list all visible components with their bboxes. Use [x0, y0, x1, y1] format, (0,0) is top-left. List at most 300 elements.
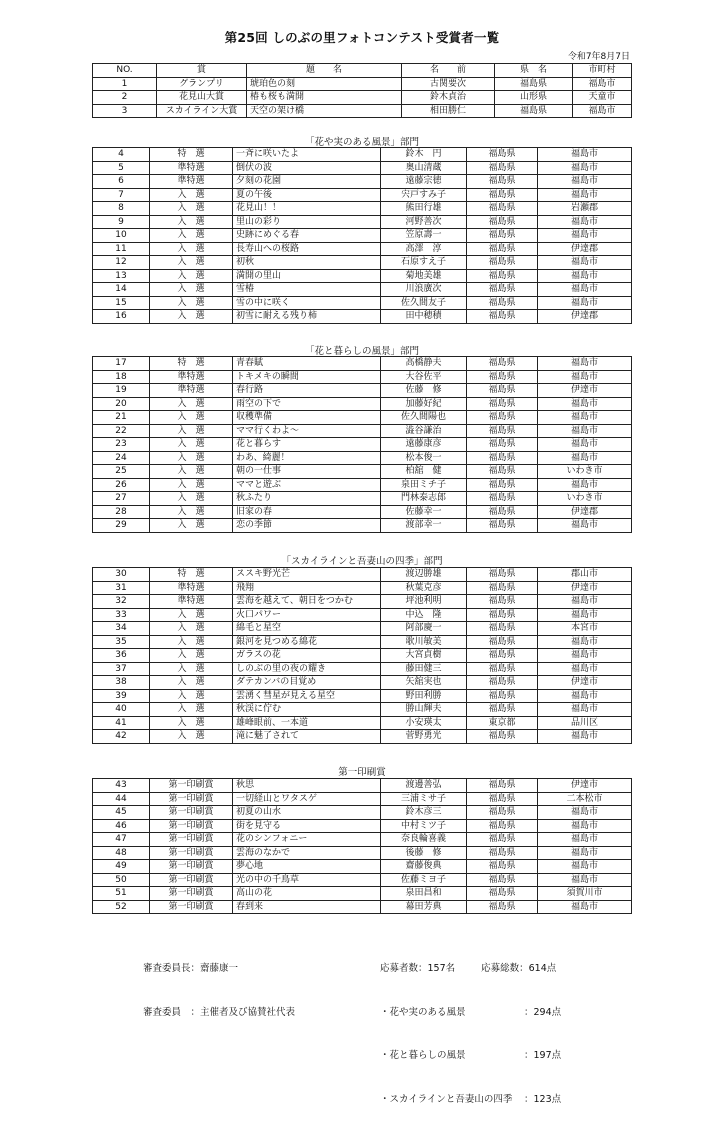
- cell-prize: 入 選: [150, 296, 233, 310]
- table-row: [93, 202, 632, 216]
- cell-title: 秋思: [233, 779, 381, 793]
- cell-pref: 福島県: [467, 438, 538, 452]
- table-row: [93, 384, 632, 398]
- cell-title: ガラスの花: [233, 649, 381, 663]
- cell-prize: 準特選: [150, 161, 233, 175]
- cell-city: 福島市: [538, 283, 632, 297]
- cell-title: ママと遊ぶ: [233, 478, 381, 492]
- table-row: [93, 519, 632, 533]
- cell-no: 36: [93, 649, 150, 663]
- cell-pref: 福島県: [467, 370, 538, 384]
- section-title-flowers-fruits: 「花や実のある風景」部門: [304, 137, 419, 148]
- cell-city: いわき市: [538, 465, 632, 479]
- cell-city: 福島市: [538, 269, 632, 283]
- cell-title: トキメキの瞬間: [233, 370, 381, 384]
- breakdown-count: ：294点: [524, 1006, 562, 1018]
- cell-pref: 福島県: [467, 478, 538, 492]
- cell-pref: 福島県: [467, 689, 538, 703]
- cell-prize: 入 選: [150, 215, 233, 229]
- cell-name: 笠原壽一: [381, 229, 467, 243]
- footer-judges: [143, 933, 295, 1035]
- table-row: [93, 806, 632, 820]
- cell-no: 47: [93, 833, 150, 847]
- cell-pref: 福島県: [467, 256, 538, 270]
- cell-city: 福島市: [538, 608, 632, 622]
- cell-city: 福島市: [538, 175, 632, 189]
- cell-city: 福島市: [538, 860, 632, 874]
- cell-prize: グランプリ: [157, 77, 247, 91]
- cell-title: 初秋: [233, 256, 381, 270]
- cell-prize: 入 選: [150, 283, 233, 297]
- table-row: [93, 269, 632, 283]
- cell-prize: 入 選: [150, 438, 233, 452]
- cell-name: 野田利勝: [381, 689, 467, 703]
- breakdown-label: ・花と暮らしの風景: [380, 1050, 466, 1061]
- table-row: [93, 492, 632, 506]
- table-row: [93, 438, 632, 452]
- cell-name: 中込 隆: [381, 608, 467, 622]
- cell-no: 3: [93, 104, 157, 118]
- cell-prize: 入 選: [150, 519, 233, 533]
- table-row: [93, 662, 632, 676]
- cell-prize: 入 選: [150, 505, 233, 519]
- cell-city: 福島市: [573, 104, 632, 118]
- header-no: NO.: [93, 64, 157, 78]
- cell-title: 高山の花: [233, 887, 381, 901]
- cell-name: 齋藤俊典: [381, 860, 467, 874]
- cell-title: 雨空の下で: [233, 397, 381, 411]
- cell-title: 夢心地: [233, 860, 381, 874]
- cell-title: 春到来: [233, 900, 381, 914]
- cell-title: 花のシンフォニー: [233, 833, 381, 847]
- cell-pref: 東京都: [467, 716, 538, 730]
- cell-city: 福島市: [538, 215, 632, 229]
- cell-title: 一切経山とワタスゲ: [233, 792, 381, 806]
- cell-prize: 第一印刷賞: [150, 792, 233, 806]
- cell-no: 12: [93, 256, 150, 270]
- table-row: [93, 716, 632, 730]
- cell-city: 福島市: [538, 833, 632, 847]
- header-city: 市町村: [573, 64, 632, 78]
- cell-no: 18: [93, 370, 150, 384]
- cell-title: しのぶの里の夜の耀き: [233, 662, 381, 676]
- table-row: [93, 229, 632, 243]
- cell-prize: 入 選: [150, 635, 233, 649]
- cell-no: 5: [93, 161, 150, 175]
- cell-prize: 入 選: [150, 492, 233, 506]
- cell-no: 34: [93, 622, 150, 636]
- cell-prize: 入 選: [150, 397, 233, 411]
- cell-city: 福島市: [538, 438, 632, 452]
- cell-city: 福島市: [538, 296, 632, 310]
- table-row: [93, 595, 632, 609]
- cell-pref: 福島県: [495, 104, 573, 118]
- cell-name: 奥山清蔵: [381, 161, 467, 175]
- cell-pref: 福島県: [467, 397, 538, 411]
- cell-city: 福島市: [538, 148, 632, 162]
- cell-prize: 入 選: [150, 689, 233, 703]
- cell-pref: 福島県: [467, 296, 538, 310]
- cell-name: 泉田昌和: [381, 887, 467, 901]
- cell-title: 青春賦: [233, 357, 381, 371]
- cell-city: 岩瀬郡: [538, 202, 632, 216]
- cell-pref: 福島県: [467, 676, 538, 690]
- cell-pref: 福島県: [467, 568, 538, 582]
- cell-title: 春行路: [233, 384, 381, 398]
- cell-title: 初夏の山水: [233, 806, 381, 820]
- cell-no: 46: [93, 819, 150, 833]
- cell-title: 朝の一仕事: [233, 465, 381, 479]
- cell-city: 福島市: [538, 478, 632, 492]
- cell-title: 夕刻の花園: [233, 175, 381, 189]
- cell-title: 雲湧く彗星が見える星空: [233, 689, 381, 703]
- cell-prize: 入 選: [150, 202, 233, 216]
- applicant-count: 応募者数：157名: [380, 963, 456, 974]
- cell-prize: 入 選: [150, 716, 233, 730]
- cell-pref: 福島県: [467, 492, 538, 506]
- cell-pref: 福島県: [467, 269, 538, 283]
- cell-city: 福島市: [538, 357, 632, 371]
- cell-no: 20: [93, 397, 150, 411]
- table-row: [93, 397, 632, 411]
- cell-city: 福島市: [538, 649, 632, 663]
- header-pref: 県 名: [495, 64, 573, 78]
- cell-no: 11: [93, 242, 150, 256]
- cell-name: 門林泰志郎: [381, 492, 467, 506]
- cell-name: 勝山輝夫: [381, 703, 467, 717]
- cell-name: 三浦ミサ子: [381, 792, 467, 806]
- cell-no: 45: [93, 806, 150, 820]
- cell-name: 石原すえ子: [381, 256, 467, 270]
- cell-title: 飛翔: [233, 581, 381, 595]
- cell-no: 48: [93, 846, 150, 860]
- section-table-flowers-life: [92, 356, 632, 533]
- cell-pref: 福島県: [467, 887, 538, 901]
- cell-pref: 福島県: [467, 846, 538, 860]
- table-row: [93, 819, 632, 833]
- cell-city: 福島市: [538, 806, 632, 820]
- cell-city: 福島市: [538, 229, 632, 243]
- cell-name: 古関要次: [402, 77, 495, 91]
- cell-no: 43: [93, 779, 150, 793]
- cell-name: 遠藤宗徳: [381, 175, 467, 189]
- cell-title: 長寿山への桜路: [233, 242, 381, 256]
- table-row: [93, 581, 632, 595]
- cell-pref: 福島県: [467, 622, 538, 636]
- cell-pref: 福島県: [467, 505, 538, 519]
- cell-pref: 福島県: [467, 202, 538, 216]
- table-row: [93, 792, 632, 806]
- cell-title: 恋の季節: [233, 519, 381, 533]
- cell-name: 中村ミツ子: [381, 819, 467, 833]
- cell-no: 26: [93, 478, 150, 492]
- section-table-daiichi-prize: [92, 778, 632, 914]
- table-row: [93, 505, 632, 519]
- cell-city: 福島市: [538, 819, 632, 833]
- cell-name: 鈴木彦三: [381, 806, 467, 820]
- cell-no: 13: [93, 269, 150, 283]
- cell-name: 田中穂積: [381, 310, 467, 324]
- cell-prize: 特 選: [150, 357, 233, 371]
- cell-title: 火口パワー: [233, 608, 381, 622]
- header-prize: 賞: [157, 64, 247, 78]
- cell-pref: 福島県: [467, 635, 538, 649]
- table-row: [93, 451, 632, 465]
- issue-date: 令和7年8月7日: [567, 52, 630, 62]
- cell-name: 松本俊一: [381, 451, 467, 465]
- cell-no: 44: [93, 792, 150, 806]
- cell-prize: 準特選: [150, 384, 233, 398]
- cell-name: 大宮貞樹: [381, 649, 467, 663]
- table-row: [93, 465, 632, 479]
- table-row: [93, 215, 632, 229]
- cell-prize: 第一印刷賞: [150, 860, 233, 874]
- cell-no: 10: [93, 229, 150, 243]
- table-row: [93, 161, 632, 175]
- table-row: [93, 873, 632, 887]
- cell-title: 椿も桜も満開: [247, 91, 402, 105]
- cell-name: 佐藤ミヨ子: [381, 873, 467, 887]
- cell-pref: 福島県: [467, 608, 538, 622]
- cell-title: 琥珀色の刻: [247, 77, 402, 91]
- cell-prize: 入 選: [150, 451, 233, 465]
- table-row: [93, 310, 632, 324]
- cell-pref: 福島県: [467, 411, 538, 425]
- cell-name: 相田勝仁: [402, 104, 495, 118]
- table-row: [93, 91, 632, 105]
- cell-pref: 福島県: [467, 581, 538, 595]
- cell-pref: 福島県: [467, 806, 538, 820]
- cell-prize: 入 選: [150, 256, 233, 270]
- cell-prize: 第一印刷賞: [150, 806, 233, 820]
- cell-prize: 入 選: [150, 310, 233, 324]
- cell-pref: 山形県: [495, 91, 573, 105]
- table-row: [93, 478, 632, 492]
- cell-pref: 福島県: [467, 703, 538, 717]
- page-title: 第25回 しのぶの里フォトコンテスト受賞者一覧: [224, 30, 500, 45]
- cell-no: 22: [93, 424, 150, 438]
- cell-name: 佐藤 修: [381, 384, 467, 398]
- cell-prize: 第一印刷賞: [150, 819, 233, 833]
- cell-no: 38: [93, 676, 150, 690]
- cell-prize: 第一印刷賞: [150, 846, 233, 860]
- table-row: [93, 77, 632, 91]
- cell-prize: 入 選: [150, 649, 233, 663]
- breakdown-count: ：123点: [524, 1093, 562, 1105]
- cell-name: 菅野勇光: [381, 730, 467, 744]
- table-row: [93, 779, 632, 793]
- header-title: 題 名: [247, 64, 402, 78]
- table-row: [93, 689, 632, 703]
- cell-no: 49: [93, 860, 150, 874]
- cell-prize: スカイライン大賞: [157, 104, 247, 118]
- cell-name: 宍戸すみ子: [381, 188, 467, 202]
- cell-pref: 福島県: [467, 188, 538, 202]
- cell-prize: 入 選: [150, 242, 233, 256]
- cell-no: 52: [93, 900, 150, 914]
- cell-title: 雄峰眼前、一本道: [233, 716, 381, 730]
- table-row: [93, 283, 632, 297]
- cell-prize: 第一印刷賞: [150, 833, 233, 847]
- cell-city: 郡山市: [538, 568, 632, 582]
- cell-title: 里山の彩り: [233, 215, 381, 229]
- cell-prize: 入 選: [150, 608, 233, 622]
- cell-name: 渡邊善弘: [381, 779, 467, 793]
- cell-name: 秋葉克彦: [381, 581, 467, 595]
- cell-no: 14: [93, 283, 150, 297]
- cell-name: 藤田健三: [381, 662, 467, 676]
- cell-city: 本宮市: [538, 622, 632, 636]
- cell-title: 収穫準備: [233, 411, 381, 425]
- cell-name: 幕田芳典: [381, 900, 467, 914]
- table-row: [93, 370, 632, 384]
- cell-title: 倒伏の波: [233, 161, 381, 175]
- cell-title: 街を見守る: [233, 819, 381, 833]
- cell-city: 福島市: [538, 370, 632, 384]
- cell-prize: 準特選: [150, 595, 233, 609]
- cell-pref: 福島県: [467, 819, 538, 833]
- table-row: [93, 846, 632, 860]
- cell-title: 一斉に咲いたよ: [233, 148, 381, 162]
- breakdown-item: [380, 1006, 561, 1021]
- cell-title: 史跡にめぐる春: [233, 229, 381, 243]
- cell-title: 秋ふたり: [233, 492, 381, 506]
- cell-name: 熊田行雄: [381, 202, 467, 216]
- cell-city: 福島市: [538, 689, 632, 703]
- table-row: [93, 730, 632, 744]
- cell-name: 佐久間友子: [381, 296, 467, 310]
- cell-pref: 福島県: [467, 242, 538, 256]
- cell-title: 雪の中に咲く: [233, 296, 381, 310]
- table-row: [93, 649, 632, 663]
- cell-title: ダテカンバの目覚め: [233, 676, 381, 690]
- cell-pref: 福島県: [467, 792, 538, 806]
- cell-no: 30: [93, 568, 150, 582]
- cell-prize: 入 選: [150, 269, 233, 283]
- table-row: [93, 175, 632, 189]
- cell-title: 銀河を見つめる綿花: [233, 635, 381, 649]
- cell-city: 伊達郡: [538, 310, 632, 324]
- cell-pref: 福島県: [467, 649, 538, 663]
- cell-no: 9: [93, 215, 150, 229]
- cell-no: 6: [93, 175, 150, 189]
- cell-no: 32: [93, 595, 150, 609]
- cell-no: 42: [93, 730, 150, 744]
- cell-pref: 福島県: [467, 175, 538, 189]
- section-title-skyline: 「スカイラインと吾妻山の四季」部門: [281, 556, 443, 567]
- cell-no: 31: [93, 581, 150, 595]
- cell-title: 雲海を越えて、朝日をつかむ: [233, 595, 381, 609]
- cell-title: 花見山！！: [233, 202, 381, 216]
- table-row: [93, 188, 632, 202]
- cell-name: 加藤好紀: [381, 397, 467, 411]
- table-row: [93, 568, 632, 582]
- cell-name: 坪池利明: [381, 595, 467, 609]
- cell-city: 福島市: [538, 161, 632, 175]
- cell-city: 福島市: [538, 595, 632, 609]
- cell-no: 39: [93, 689, 150, 703]
- cell-name: 大谷佐平: [381, 370, 467, 384]
- cell-prize: 入 選: [150, 676, 233, 690]
- table-row: [93, 635, 632, 649]
- cell-name: 阿部慶一: [381, 622, 467, 636]
- cell-no: 16: [93, 310, 150, 324]
- cell-city: 福島市: [538, 662, 632, 676]
- cell-prize: 準特選: [150, 370, 233, 384]
- cell-prize: 入 選: [150, 424, 233, 438]
- cell-city: 品川区: [538, 716, 632, 730]
- cell-name: 鈴木貞治: [402, 91, 495, 105]
- cell-name: 河野善次: [381, 215, 467, 229]
- cell-no: 28: [93, 505, 150, 519]
- cell-name: 渡辺勝雄: [381, 568, 467, 582]
- cell-city: 福島市: [538, 188, 632, 202]
- cell-prize: 準特選: [150, 175, 233, 189]
- cell-pref: 福島県: [467, 779, 538, 793]
- table-row: [93, 676, 632, 690]
- applicant-summary: [380, 962, 561, 977]
- cell-title: 光の中の千鳥草: [233, 873, 381, 887]
- cell-title: 雪椿: [233, 283, 381, 297]
- table-row: [93, 860, 632, 874]
- cell-pref: 福島県: [467, 873, 538, 887]
- cell-no: 8: [93, 202, 150, 216]
- cell-city: 福島市: [538, 635, 632, 649]
- breakdown-count: ：197点: [524, 1050, 562, 1061]
- table-row: [93, 148, 632, 162]
- cell-city: いわき市: [538, 492, 632, 506]
- cell-no: 37: [93, 662, 150, 676]
- table-row: [93, 887, 632, 901]
- header-name: 名 前: [402, 64, 495, 78]
- cell-name: 小安瑛太: [381, 716, 467, 730]
- cell-name: 鈴木 円: [381, 148, 467, 162]
- cell-city: 福島市: [538, 730, 632, 744]
- cell-prize: 第一印刷賞: [150, 900, 233, 914]
- table-row: [93, 242, 632, 256]
- cell-prize: 入 選: [150, 229, 233, 243]
- cell-prize: 入 選: [150, 465, 233, 479]
- cell-name: 澁谷謙治: [381, 424, 467, 438]
- cell-pref: 福島県: [467, 148, 538, 162]
- table-row: [93, 622, 632, 636]
- cell-pref: 福島県: [467, 465, 538, 479]
- cell-no: 51: [93, 887, 150, 901]
- cell-name: 柏舘 健: [381, 465, 467, 479]
- breakdown-label: ・花や実のある風景: [380, 1006, 466, 1018]
- cell-pref: 福島県: [467, 860, 538, 874]
- cell-no: 35: [93, 635, 150, 649]
- cell-pref: 福島県: [467, 662, 538, 676]
- section-table-flowers-fruits: [92, 147, 632, 324]
- cell-city: 須賀川市: [538, 887, 632, 901]
- cell-no: 15: [93, 296, 150, 310]
- table-row: [93, 411, 632, 425]
- table-row: [93, 900, 632, 914]
- breakdown-label: ・スカイラインと吾妻山の四季: [380, 1093, 513, 1105]
- cell-city: 福島市: [538, 424, 632, 438]
- cell-prize: 第一印刷賞: [150, 779, 233, 793]
- cell-name: 川浪廣次: [381, 283, 467, 297]
- judge-chair: 審査委員長：齋藤康一: [143, 963, 239, 974]
- table-row: [93, 104, 632, 118]
- cell-no: 29: [93, 519, 150, 533]
- cell-city: 福島市: [538, 451, 632, 465]
- cell-title: 滝に魅了されて: [233, 730, 381, 744]
- cell-title: 花と暮らす: [233, 438, 381, 452]
- cell-city: 伊達郡: [538, 505, 632, 519]
- cell-no: 2: [93, 91, 157, 105]
